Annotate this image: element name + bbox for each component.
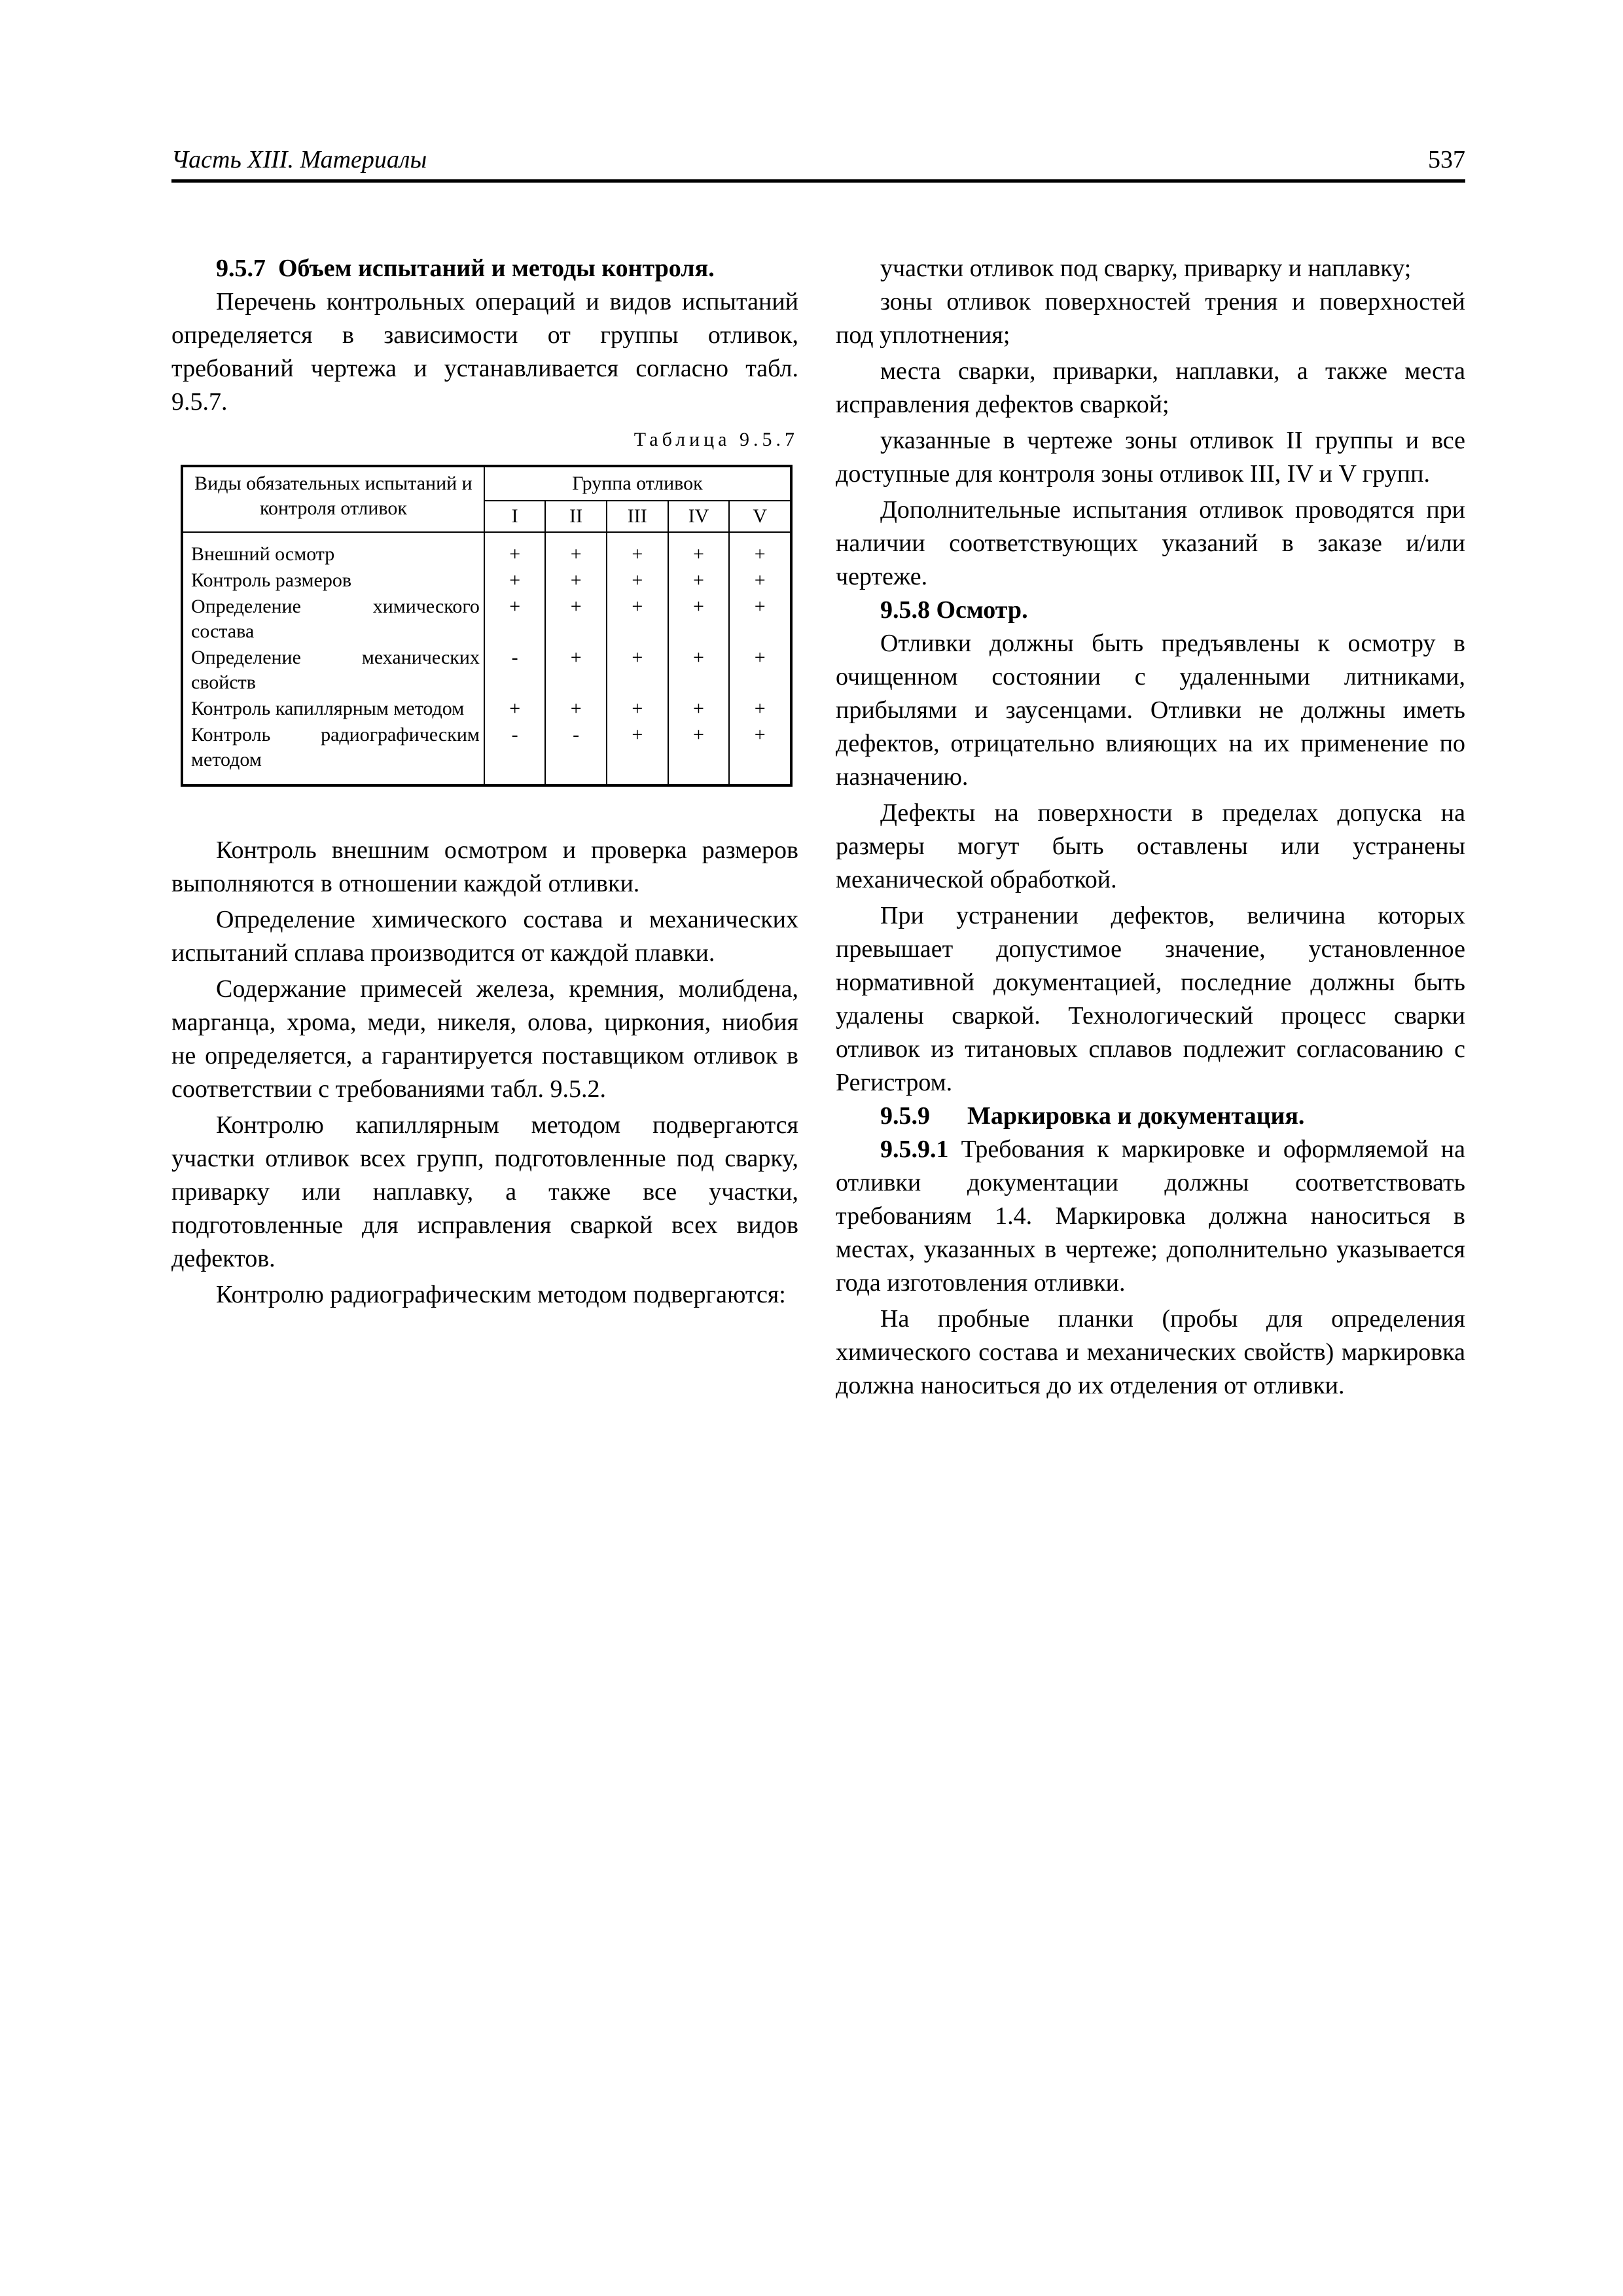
row-label: Контроль размеров <box>182 567 484 594</box>
table-cell: + <box>607 594 668 645</box>
table-cell: + <box>729 594 791 645</box>
table-caption: Таблица 9.5.7 <box>633 429 798 450</box>
table-header-groups: Группа отливок <box>484 466 791 501</box>
table-cell: + <box>607 722 668 785</box>
page-number: 537 <box>1428 146 1465 173</box>
table-cell: + <box>545 532 607 567</box>
table-row <box>182 696 791 722</box>
table-cell: + <box>668 722 730 785</box>
paragraph: Контролю капиллярным методом подвергаются участки отливок всех групп, подготовленные под сварку, приварку или наплавку, а также все участки, подготовленные для исправления сваркой всех видов дефектов. <box>171 1111 798 1272</box>
table-cell: - <box>545 722 607 785</box>
section-heading-9-5-9: 9.5.9 Маркировка и документация. <box>880 1102 1305 1130</box>
table-cell: + <box>668 532 730 567</box>
row-label: Внешний осмотр <box>182 532 484 567</box>
paragraph: Контролю радиографическим методом подвергаются: <box>216 1281 786 1308</box>
row-label: Контроль радиографическим методом <box>182 722 484 785</box>
table-cell: + <box>729 722 791 785</box>
table-cell: + <box>729 532 791 567</box>
table-cell: + <box>545 594 607 645</box>
paragraph: Дефекты на поверхности в пределах допуска на размеры могут быть оставлены или устранены механической обработкой. <box>836 799 1465 893</box>
paragraph: На пробные планки (пробы для определения химического состава и механических свойств) маркировка должна наноситься до их отделения от отливки. <box>836 1305 1465 1399</box>
tests-table <box>181 465 793 787</box>
paragraph: При устранении дефектов, величина которых превышает допустимое значение, установленное нормативной документацией, последние должны быть удалены сваркой. Технологический процесс сварки отливок из титановых сплавов подлежит согласованию с Регистром. <box>836 902 1465 1096</box>
table-cell: + <box>729 567 791 594</box>
right-column <box>836 252 1465 1403</box>
group-col-2: II <box>545 501 607 532</box>
table-cell: + <box>668 567 730 594</box>
table-cell: - <box>484 645 546 696</box>
paragraph: Содержание примесей железа, кремния, молибдена, марганца, хрома, меди, никеля, олова, циркония, ниобия не определяется, а гарантируется поставщиком отливок в соответствии с требованиями табл. 9.5.2. <box>171 975 798 1103</box>
table-row <box>182 594 791 645</box>
table-cell: + <box>545 696 607 722</box>
left-column <box>171 252 798 1312</box>
table-cell: + <box>545 567 607 594</box>
table-cell: + <box>668 696 730 722</box>
table-cell: + <box>545 645 607 696</box>
group-col-1: I <box>484 501 546 532</box>
paragraph: Контроль внешним осмотром и проверка размеров выполняются в отношении каждой отливки. <box>171 836 798 897</box>
table-row <box>182 532 791 567</box>
group-col-3: III <box>607 501 668 532</box>
table-cell: + <box>668 645 730 696</box>
paragraph: Определение химического состава и механических испытаний сплава производится от каждой плавки. <box>171 906 798 967</box>
group-col-4: IV <box>668 501 730 532</box>
paragraph: Дополнительные испытания отливок проводятся при наличии соответствующих указаний в заказе и/или чертеже. <box>836 496 1465 590</box>
table-cell: + <box>484 532 546 567</box>
text-after-table <box>171 834 798 1312</box>
list-item: места сварки, приварки, наплавки, а также места исправления дефектов сваркой; <box>836 357 1465 418</box>
table-cell: + <box>484 567 546 594</box>
row-label: Определение механических свойств <box>182 645 484 696</box>
table-cell: + <box>607 567 668 594</box>
row-label: Контроль капиллярным методом <box>182 696 484 722</box>
table-cell: - <box>484 722 546 785</box>
row-label: Определение химического состава <box>182 594 484 645</box>
table-row <box>182 567 791 594</box>
table-cell: + <box>607 532 668 567</box>
group-col-5: V <box>729 501 791 532</box>
paragraph: Отливки должны быть предъявлены к осмотру в очищенном состоянии с удаленными литниками, прибылями и заусенцами. Отливки не должны иметь дефектов, отрицательно влияющих на их применение по назначению. <box>836 630 1465 791</box>
paragraph-intro: Перечень контрольных операций и видов испытаний определяется в зависимости от группы отливок, требований чертежа и устанавливается согласно табл. 9.5.7. <box>171 288 798 416</box>
paragraph-9-5-9-1: 9.5.9.1 Требования к маркировке и оформляемой на отливки документации должны соответствовать требованиям 1.4. Маркировка должна наноситься в местах, указанных в чертеже; дополнительно указывается года изготовления отливки. <box>836 1136 1466 1297</box>
table-cell: + <box>607 696 668 722</box>
table-row <box>182 645 791 696</box>
part-title: Часть XIII. Материалы <box>171 146 427 173</box>
table-cell: + <box>484 696 546 722</box>
section-heading-9-5-7: 9.5.7 Объем испытаний и методы контроля. <box>216 255 715 282</box>
list-item: участки отливок под сварку, приварку и наплавку; <box>880 255 1412 282</box>
running-header <box>171 137 1465 183</box>
table-cell: + <box>484 594 546 645</box>
table-cell: + <box>668 594 730 645</box>
table-row <box>182 722 791 785</box>
list-item: зоны отливок поверхностей трения и поверхностей под уплотнения; <box>836 288 1465 349</box>
list-item: указанные в чертеже зоны отливок II группы и все доступные для контроля зоны отливок III, IV и V групп. <box>836 427 1465 488</box>
section-heading-9-5-8: 9.5.8 Осмотр. <box>880 596 1028 624</box>
table-cell: + <box>607 645 668 696</box>
table-cell: + <box>729 696 791 722</box>
table-header-tests: Виды обязательных испытаний и контроля отливок <box>182 466 484 532</box>
table-cell: + <box>729 645 791 696</box>
